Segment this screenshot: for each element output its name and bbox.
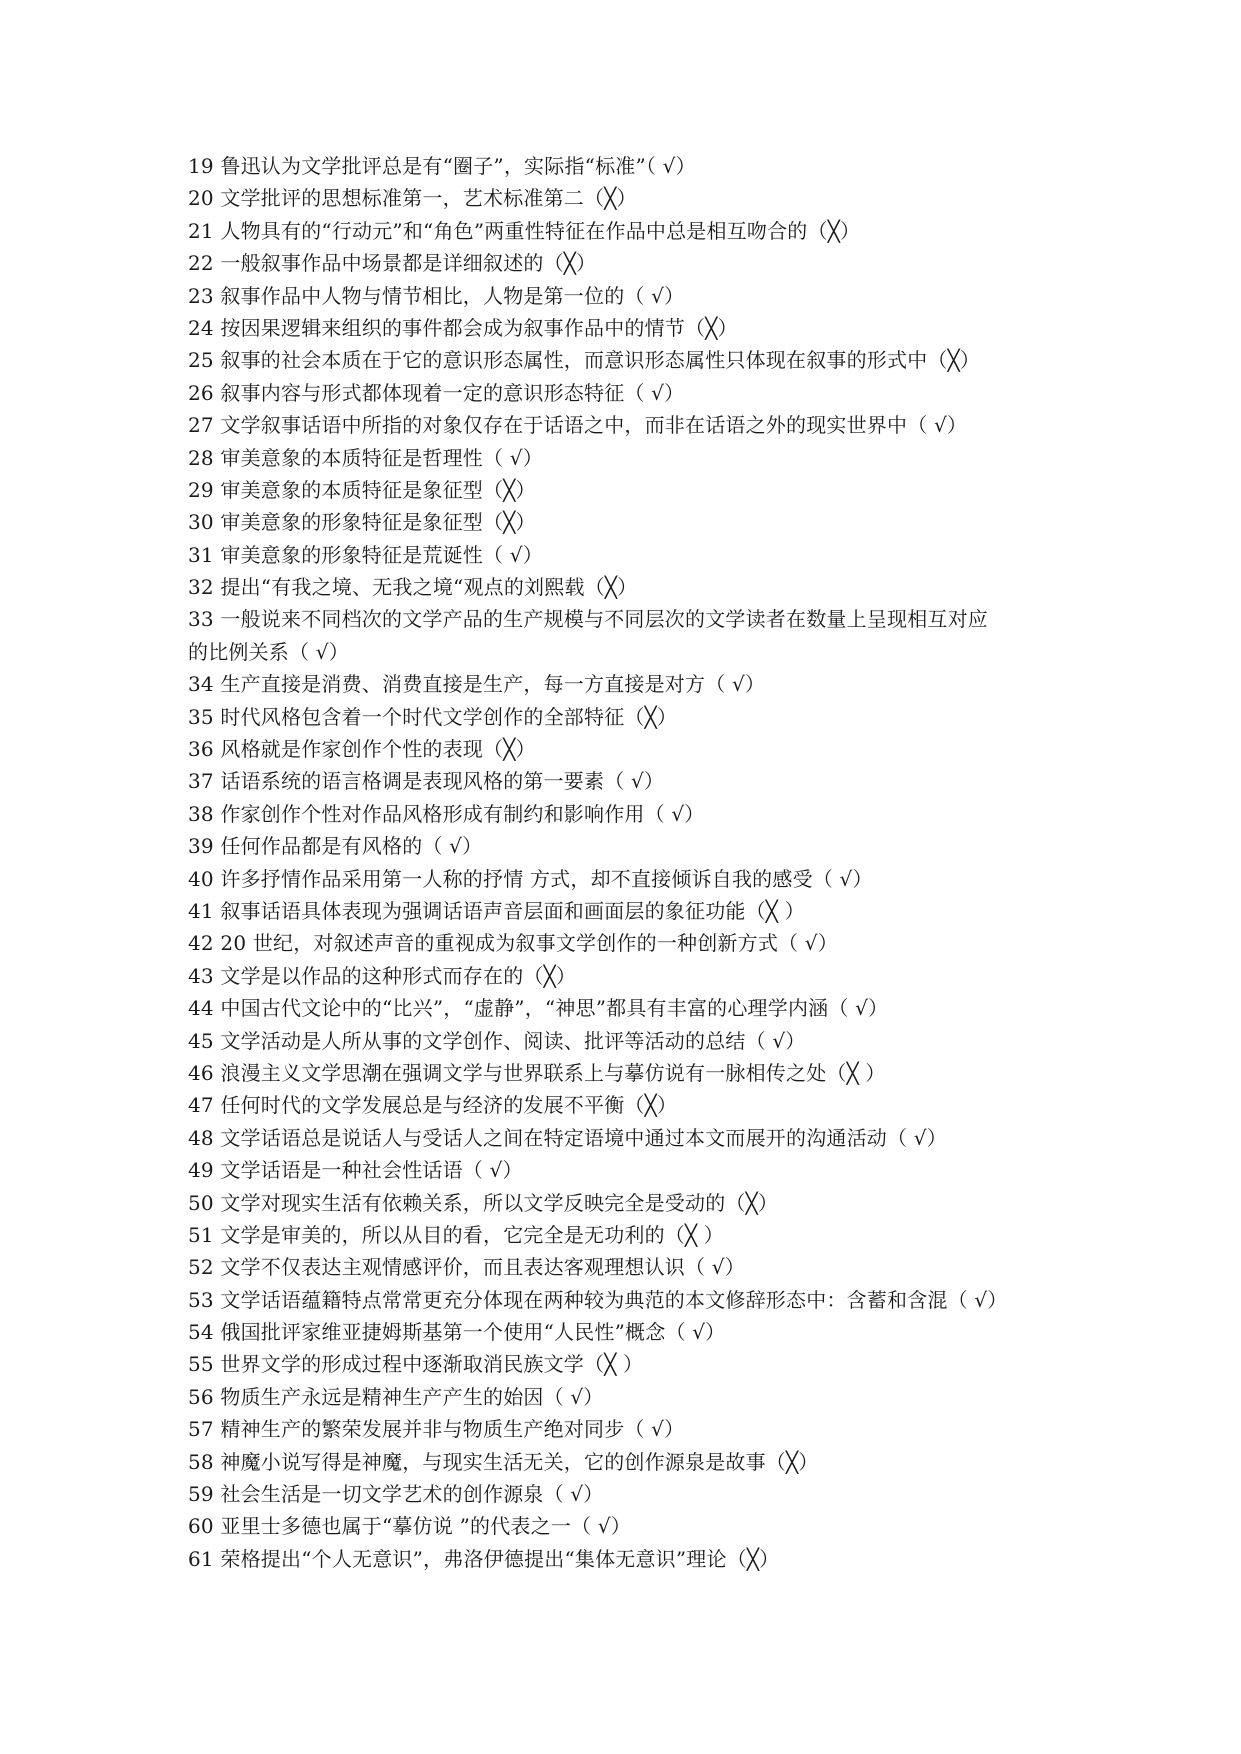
line-40: 40 许多抒情作品采用第一人称的抒情 方式，却不直接倾诉自我的感受（ √） [188,866,873,891]
line-44: 44 中国古代文论中的“比兴”，“虚静”，“神思”都具有丰富的心理学内涵（ √） [188,996,889,1021]
line-51: 51 文学是审美的，所以从目的看，它完全是无功利的（╳ ） [188,1222,725,1247]
line-36: 36 风格就是作家创作个性的表现（╳） [188,737,536,762]
line-58: 58 神魔小说写得是神魔，与现实生活无关，它的创作源泉是故事（╳） [188,1449,819,1474]
line-48: 48 文学话语总是说话人与受话人之间在特定语境中通过本文而展开的沟通活动（ √） [188,1125,947,1150]
document-page [188,150,1068,1575]
line-46: 46 浪漫主义文学思潮在强调文学与世界联系上与摹仿说有一脉相传之处（╳ ） [188,1060,886,1085]
line-38: 38 作家创作个性对作品风格形成有制约和影响作用（ √） [188,801,705,826]
line-22: 22 一般叙事作品中场景都是详细叙述的（╳） [188,251,597,276]
line-43: 43 文学是以作品的这种形式而存在的（╳） [188,963,577,988]
line-33: 33 一般说来不同档次的文学产品的生产规模与不同层次的文学读者在数量上呈现相互对应 [188,607,989,632]
line-45: 45 文学活动是人所从事的文学创作、阅读、批评等活动的总结（ √） [188,1028,806,1053]
line-53: 53 文学话语蕴籍特点常常更充分体现在两种较为典范的本文修辞形态中：含蓄和含混（ √） [188,1287,1008,1312]
line-32: 32 提出“有我之境、无我之境“观点的刘熙载（╳） [188,575,638,600]
line-47: 47 任何时代的文学发展总是与经济的发展不平衡（╳） [188,1093,678,1118]
line-25: 25 叙事的社会本质在于它的意识形态属性，而意识形态属性只体现在叙事的形式中（╳） [188,348,981,373]
line-55: 55 世界文学的形成过程中逐渐取消民族文学（╳ ） [188,1352,644,1377]
line-37: 37 话语系统的语言格调是表现风格的第一要素（ √） [188,769,665,794]
line-34: 34 生产直接是消费、消费直接是生产，每一方直接是对方（ √） [188,672,766,697]
line-23: 23 叙事作品中人物与情节相比，人物是第一位的（ √） [188,283,685,308]
line-21: 21 人物具有的“行动元”和“角色”两重性特征在作品中总是相互吻合的（╳） [188,218,861,243]
line-52: 52 文学不仅表达主观情感评价，而且表达客观理想认识（ √） [188,1255,745,1280]
line-33-continued: 的比例关系（ √） [188,639,349,664]
line-35: 35 时代风格包含着一个时代文学创作的全部特征（╳） [188,704,678,729]
line-30: 30 审美意象的形象特征是象征型（╳） [188,510,536,535]
line-61: 61 荣格提出“个人无意识”，弗洛伊德提出“集体无意识”理论（╳） [188,1546,780,1571]
line-50: 50 文学对现实生活有依赖关系，所以文学反映完全是受动的（╳） [188,1190,779,1215]
line-57: 57 精神生产的繁荣发展并非与物质生产绝对同步（ √） [188,1417,685,1442]
line-59: 59 社会生活是一切文学艺术的创作源泉（ √） [188,1482,604,1507]
line-31: 31 审美意象的形象特征是荒诞性（ √） [188,542,543,567]
line-28: 28 审美意象的本质特征是哲理性（ √） [188,445,543,470]
line-27: 27 文学叙事话语中所指的对象仅存在于话语之中，而非在话语之外的现实世界中（ √） [188,413,968,438]
line-19: 19 鲁迅认为文学批评总是有“圈子”，实际指“标准”（ √） [188,154,696,178]
line-24: 24 按因果逻辑来组织的事件都会成为叙事作品中的情节（╳） [188,315,738,340]
line-26: 26 叙事内容与形式都体现着一定的意识形态特征（ √） [188,380,685,405]
line-20: 20 文学批评的思想标准第一，艺术标准第二（╳） [188,186,637,211]
line-29: 29 审美意象的本质特征是象征型（╳） [188,477,536,502]
line-39: 39 任何作品都是有风格的（ √） [188,834,483,859]
line-60: 60 亚里士多德也属于“摹仿说 ”的代表之一（ √） [188,1514,631,1539]
line-41: 41 叙事话语具体表现为强调话语声音层面和画面层的象征功能（╳ ） [188,898,805,923]
line-49: 49 文学话语是一种社会性话语（ √） [188,1158,523,1183]
line-56: 56 物质生产永远是精神生产产生的始因（ √） [188,1384,604,1409]
line-42: 42 20 世纪，对叙述声音的重视成为叙事文学创作的一种创新方式（ √） [188,931,838,956]
line-54: 54 俄国批评家维亚捷姆斯基第一个使用“人民性”概念（ √） [188,1320,726,1345]
